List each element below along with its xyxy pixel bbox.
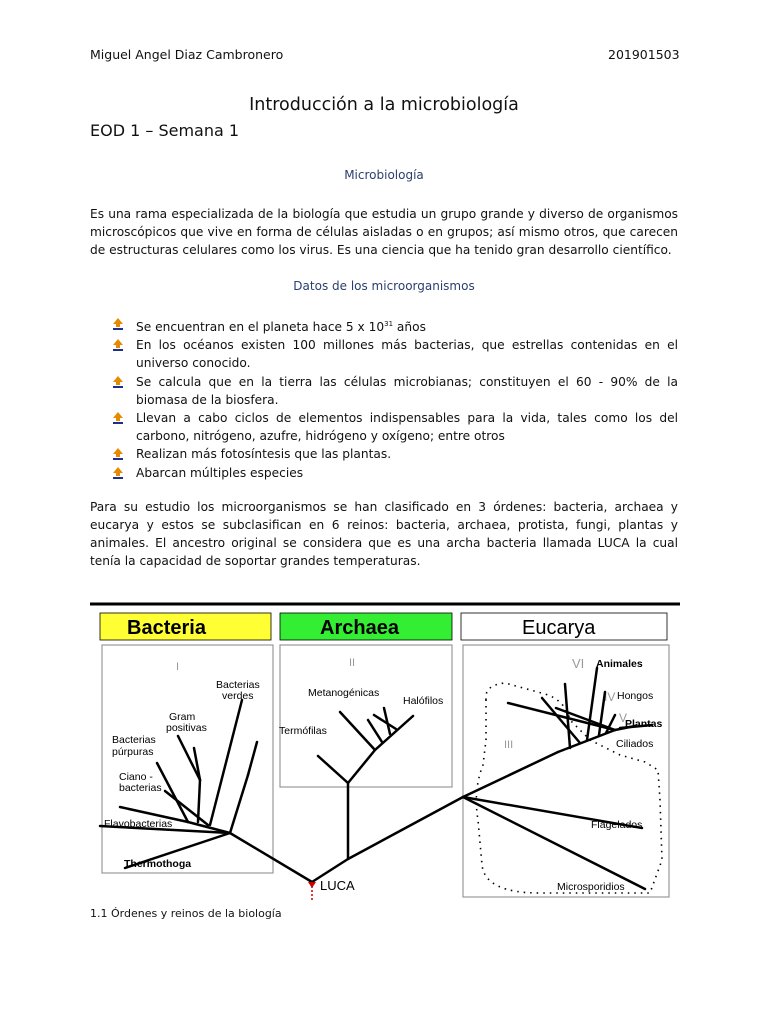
bullet-icon: [112, 339, 124, 351]
list-item: [110, 315, 678, 336]
label-gram-2: positivas: [166, 722, 207, 734]
label-hongos: Hongos: [617, 690, 654, 702]
phylogenetic-tree-figure: [90, 600, 680, 900]
fact-text: Llevan a cabo ciclos de elementos indispensables para la vida, tales como los del carbono, nitrógeno, azufre, hidrógeno y oxígeno; entre otros: [136, 411, 678, 444]
tree-branches: [100, 668, 652, 889]
fact-text-1: Se encuentran en el planeta hace 5 x $10^{31}$ años: [136, 320, 426, 335]
eucarya-label: Eucarya: [522, 617, 596, 639]
section-heading-datos: Datos de los microorganismos: [293, 279, 475, 293]
author-name: Miguel Angel Diaz Cambronero: [90, 47, 284, 62]
page-subtitle: EOD 1 – Semana 1: [90, 121, 240, 140]
student-id: 201901503: [608, 47, 680, 62]
bullet-icon: [112, 412, 124, 424]
label-animales: Animales: [596, 658, 643, 670]
list-item: [110, 336, 678, 372]
figure-caption: 1.1 Órdenes y reinos de la biología: [90, 907, 282, 920]
fact-text: Se calcula que en la tierra las células microbianas; constituyen el 60 - 90% de la biomasa de la biosfera.: [136, 374, 678, 407]
label-ciano-2: bacterias: [119, 782, 162, 794]
numeral-vi: VI: [572, 656, 585, 671]
section-heading-microbiologia: Microbiología: [344, 168, 424, 182]
fact-text: En los océanos existen 100 millones más bacterias, que estrellas contenidas en el universo conocido.: [136, 338, 678, 371]
numeral-v: V: [619, 711, 628, 725]
bacteria-label: Bacteria: [127, 617, 206, 639]
list-item: [110, 373, 678, 409]
label-ciliados: Ciliados: [616, 738, 654, 750]
numeral-ii: II: [349, 657, 356, 669]
label-bacterias-verdes-2: verdes: [222, 690, 254, 702]
bullet-icon: [112, 376, 124, 388]
numeral-iv: IV: [604, 690, 616, 704]
label-plantas: Plantas: [625, 718, 663, 730]
label-purpuras-2: púrpuras: [112, 746, 154, 758]
label-ciano-1: Ciano -: [119, 771, 153, 783]
facts-list: [110, 315, 678, 482]
label-gram-1: Gram: [169, 711, 196, 723]
page-title: Introducción a la microbiología: [249, 95, 519, 115]
bullet-icon: [112, 467, 124, 479]
label-purpuras-1: Bacterias: [112, 734, 156, 746]
fact-text: Abarcan múltiples especies: [136, 465, 304, 480]
numeral-i: I: [176, 661, 180, 673]
intro-paragraph: Es una rama especializada de la biología que estudia un grupo grande y diverso de organismos microscópicos que vive en forma de células aisladas o en grupos; así mismo otros, que carecen de estructuras celulares como los virus. Es una ciencia que ha tenido gran desarrollo científico.: [90, 207, 678, 257]
classification-paragraph: Para su estudio los microorganismos se han clasificado en 3 órdenes: bacteria, archaea y eucarya y estos se subclasifican en 6 reinos: bacteria, archaea, protista, fungi, plantas y animales. El ancestro original se considera que es una archa bacteria llamada LUCA la cual tenía la capacidad de soportar grandes temperaturas.: [90, 500, 678, 568]
bullet-icon: [112, 448, 124, 460]
label-flavobacterias: Flavobacterias: [104, 818, 173, 830]
label-halofilos: Halófilos: [403, 695, 444, 707]
list-item: [110, 445, 678, 463]
label-metanogenicas: Metanogénicas: [308, 687, 380, 699]
label-flagelados: Flagelados: [591, 819, 643, 831]
label-bacterias-verdes-1: Bacterias: [216, 679, 260, 691]
archaea-region-box: [280, 645, 452, 787]
luca-marker-icon: [308, 882, 316, 888]
archaea-label: Archaea: [320, 617, 399, 639]
label-microsporidios: Microsporidios: [557, 881, 625, 893]
list-item: [110, 409, 678, 445]
list-item: [110, 464, 678, 482]
eucarya-region-box: [463, 645, 669, 897]
label-luca: LUCA: [320, 878, 355, 893]
bullet-icon: [112, 318, 124, 330]
label-thermothoga: Thermothoga: [124, 858, 192, 870]
eukaryote-dotted-outline: [476, 683, 662, 893]
numeral-iii: III: [504, 739, 514, 751]
label-termofilas: Termófilas: [279, 725, 327, 737]
fact-text: Realizan más fotosíntesis que las plantas.: [136, 447, 392, 462]
